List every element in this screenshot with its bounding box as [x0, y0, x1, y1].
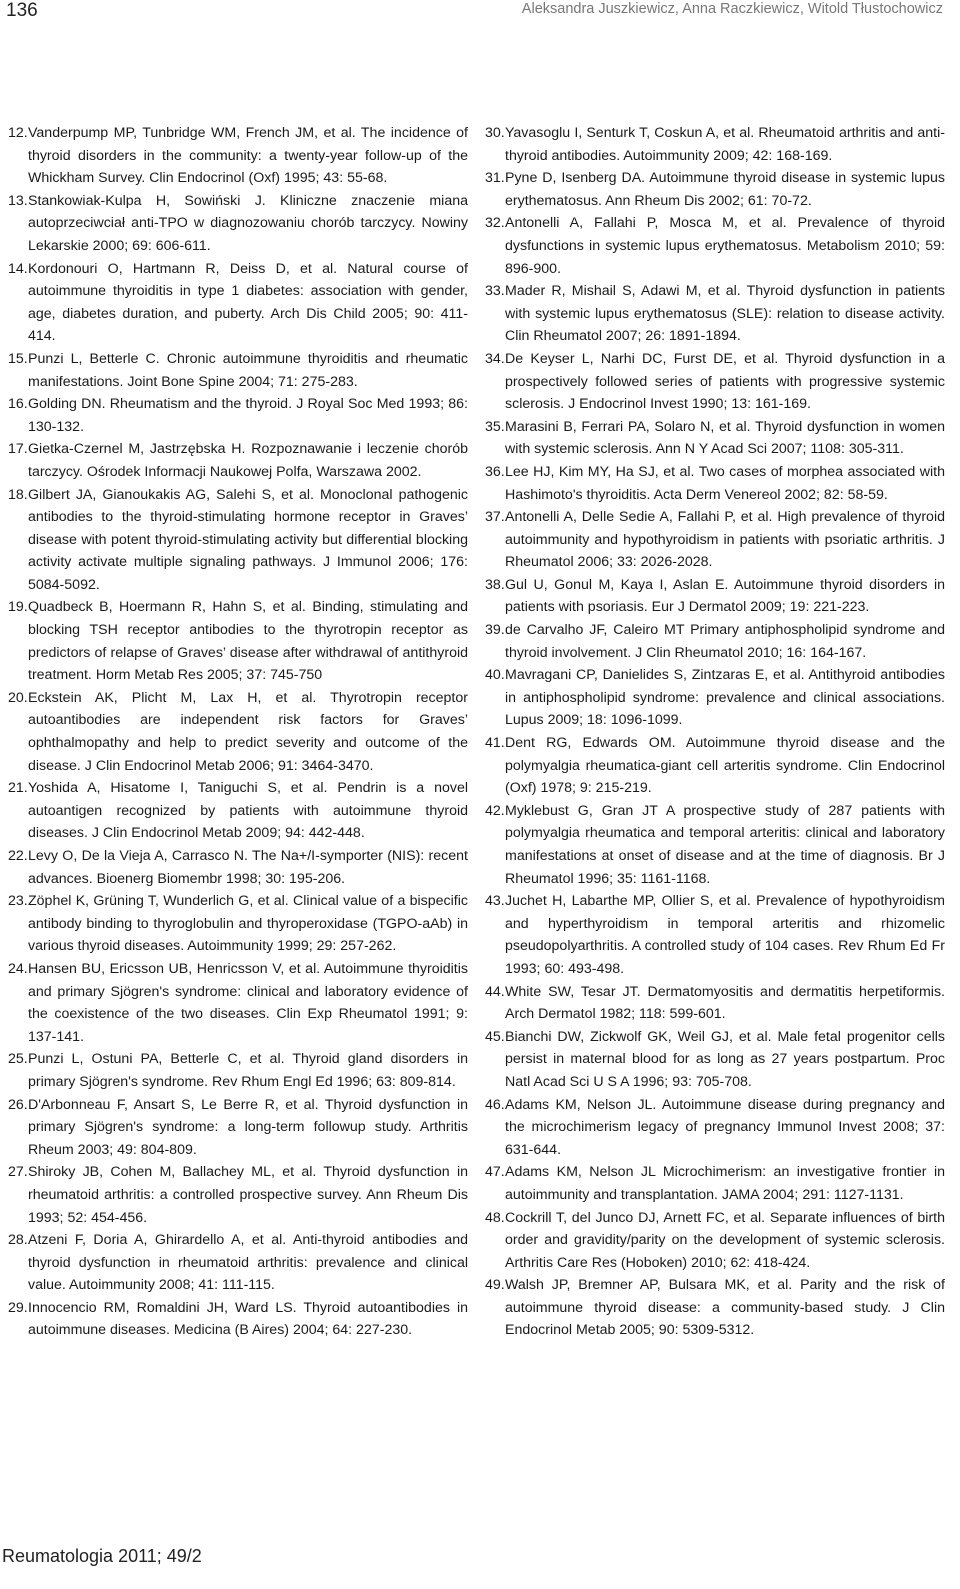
reference-item: [485, 416, 945, 461]
reference-text: Gilbert JA, Gianoukakis AG, Salehi S, et al. Monoclonal pathogenic antibodies to the thyroid-stimulating hormone receptor in Graves’ disease with potent thyroid-stimulating activity but differential blocking activity activate multiple signaling pathways. J Immunol 2006; 176: 5084-5092.: [28, 486, 468, 593]
reference-text: Gietka-Czernel M, Jastrzębska H. Rozpoznawanie i leczenie chorób tarczycy. Ośrodek Informacji Naukowej Polfa, Warszawa 2002.: [28, 441, 468, 480]
reference-text: Juchet H, Labarthe MP, Ollier S, et al. Prevalence of hypothyroidism and hyperthyroidism in temporal arteritis and rhizomelic pseudopolyarthritis. A controlled study of 104 cases. Rev Rhum Ed Fr 1993; 60: 493-498.: [505, 893, 945, 977]
reference-text: Antonelli A, Fallahi P, Mosca M, et al. Prevalence of thyroid dysfunctions in systemic lupus erythematosus. Metabolism 2010; 59: 896-900.: [505, 215, 945, 277]
reference-number: 18.: [8, 486, 28, 503]
reference-number: 43.: [485, 893, 505, 910]
reference-text: Lee HJ, Kim MY, Ha SJ, et al. Two cases of morphea associated with Hashimoto's thyroiditis. Acta Derm Venereol 2002; 82: 58-59.: [505, 463, 945, 503]
reference-text: Shiroky JB, Cohen M, Ballachey ML, et al. Thyroid dysfunction in rheumatoid arthritis: a controlled prospective survey. Ann Rheum Dis 1993; 52: 454-456.: [28, 1164, 468, 1226]
reference-text: Punzi L, Betterle C. Chronic autoimmune thyroiditis and rheumatic manifestations. Joint Bone Spine 2004; 71: 275-283.: [28, 350, 468, 390]
reference-item: [8, 890, 468, 958]
reference-text: Kordonouri O, Hartmann R, Deiss D, et al. Natural course of autoimmune thyroiditis in type 1 diabetes: association with gender, age, diabetes duration, and puberty. Arch Dis Child 2005; 90: 411-414.: [28, 260, 468, 345]
references-column-left: [8, 122, 468, 1342]
reference-number: 48.: [485, 1209, 505, 1226]
reference-item: [485, 574, 945, 619]
reference-number: 19.: [8, 599, 28, 616]
reference-item: [485, 800, 945, 890]
reference-number: 13.: [8, 192, 28, 209]
reference-item: [8, 190, 468, 258]
reference-text: D'Arbonneau F, Ansart S, Le Berre R, et al. Thyroid dysfunction in primary Sjögren's syndrome: a long-term followup study. Arthritis Rheum 2003; 49: 804-809.: [28, 1096, 468, 1158]
reference-number: 26.: [8, 1096, 28, 1113]
reference-item: [8, 1094, 468, 1162]
reference-number: 49.: [485, 1277, 505, 1294]
reference-item: [485, 280, 945, 348]
reference-number: 15.: [8, 350, 28, 367]
reference-item: [8, 1048, 468, 1093]
reference-number: 30.: [485, 125, 505, 141]
reference-text: Quadbeck B, Hoermann R, Hahn S, et al. Binding, stimulating and blocking TSH receptor antibodies to the thyrotropin receptor as predictors of relapse of Graves’ disease after withdrawal of antithyroid treatment. Horm Metab Res 2005; 37: 745-750: [28, 599, 468, 684]
reference-number: 14.: [8, 260, 28, 277]
reference-number: 29.: [8, 1299, 28, 1316]
reference-text: Dent RG, Edwards OM. Autoimmune thyroid disease and the polymyalgia rheumatica-giant cell arteritis syndrome. Clin Endocrinol (Oxf) 1978; 9: 215-219.: [505, 735, 945, 797]
reference-item: [8, 348, 468, 393]
reference-text: Hansen BU, Ericsson UB, Henricsson V, et al. Autoimmune thyroiditis and primary Sjögren's syndrome: clinical and laboratory evidence of the coexistence of the two diseases. Clin Exp Rheumatol 1991; 9: 137-141.: [28, 960, 468, 1045]
reference-text: De Keyser L, Narhi DC, Furst DE, et al. Thyroid dysfunction in a prospectively followed series of patients with progressive systemic sclerosis. J Endocrinol Invest 1990; 13: 161-169.: [505, 350, 945, 413]
reference-item: [485, 1274, 945, 1342]
reference-item: [8, 845, 468, 890]
reference-text: Pyne D, Isenberg DA. Autoimmune thyroid disease in systemic lupus erythematosus. Ann Rheum Dis 2002; 61: 70-72.: [505, 170, 945, 209]
reference-number: 45.: [485, 1028, 505, 1045]
reference-item: [485, 981, 945, 1026]
reference-item: [8, 958, 468, 1048]
references-column-right: [485, 122, 945, 1342]
page-header: [0, 0, 960, 36]
reference-text: Innocencio RM, Romaldini JH, Ward LS. Thyroid autoantibodies in autoimmune diseases. Medicina (B Aires) 2004; 64: 227-230.: [28, 1299, 468, 1339]
reference-text: Stankowiak-Kulpa H, Sowiński J. Kliniczne znaczenie miana autoprzeciwciał anti-TPO w diagnozowaniu chorób tarczycy. Nowiny Lekarskie 2000; 69: 606-611.: [28, 192, 468, 254]
reference-text: Myklebust G, Gran JT A prospective study of 287 patients with polymyalgia rheumatica and temporal arteritis: clinical and laboratory manifestations at onset of disease and at the time of diagnosis. Br J Rheumatol 1996; 35: 1161-1168.: [505, 802, 945, 887]
reference-item: [8, 596, 468, 686]
reference-item: [485, 1026, 945, 1094]
reference-item: [485, 890, 945, 980]
reference-text: White SW, Tesar JT. Dermatomyositis and dermatitis herpetiformis. Arch Dermatol 1982; 118: 599-601.: [505, 983, 945, 1023]
reference-number: 12.: [8, 125, 28, 141]
reference-item: [485, 506, 945, 574]
reference-number: 25.: [8, 1051, 28, 1068]
reference-item: [8, 687, 468, 777]
reference-number: 37.: [485, 509, 505, 526]
reference-number: 36.: [485, 463, 505, 480]
reference-number: 22.: [8, 848, 28, 864]
reference-number: 31.: [485, 170, 505, 187]
reference-number: 35.: [485, 418, 505, 435]
reference-number: 44.: [485, 983, 505, 1000]
reference-number: 47.: [485, 1164, 505, 1181]
reference-text: Walsh JP, Bremner AP, Bulsara MK, et al. Parity and the risk of autoimmune thyroid disease: a community-based study. J Clin Endocrinol Metab 2005; 90: 5309-5312.: [505, 1277, 945, 1339]
journal-footer: Reumatologia 2011; 49/2: [2, 1546, 202, 1566]
reference-number: 20.: [8, 689, 28, 706]
reference-number: 32.: [485, 215, 505, 232]
reference-item: [8, 1229, 468, 1297]
running-head-authors: Aleksandra Juszkiewicz, Anna Raczkiewicz, Witold Tłustochowicz: [521, 1, 943, 17]
reference-number: 27.: [8, 1164, 28, 1181]
reference-item: [485, 122, 945, 167]
reference-item: [8, 1297, 468, 1342]
reference-item: [8, 122, 468, 190]
reference-text: Cockrill T, del Junco DJ, Arnett FC, et al. Separate influences of birth order and gravidity/parity on the development of systemic sclerosis. Arthritis Care Res (Hoboken) 2010; 62: 418-424.: [505, 1209, 945, 1271]
reference-text: Vanderpump MP, Tunbridge WM, French JM, et al. The incidence of thyroid disorders in the community: a twenty-year follow-up of the Whickham Survey. Clin Endocrinol (Oxf) 1995; 43: 55-68.: [28, 125, 468, 187]
reference-number: 21.: [8, 780, 28, 797]
reference-text: Marasini B, Ferrari PA, Solaro N, et al. Thyroid dysfunction in women with systemic sclerosis. Ann N Y Acad Sci 2007; 1108: 305-311.: [505, 418, 945, 458]
reference-number: 46.: [485, 1096, 505, 1113]
reference-item: [8, 1161, 468, 1229]
page-number: 136: [6, 0, 38, 21]
reference-text: Levy O, De la Vieja A, Carrasco N. The Na+/I-symporter (NIS): recent advances. Bioenerg Biomembr 1998; 30: 195-206.: [28, 848, 468, 887]
reference-number: 34.: [485, 350, 505, 367]
reference-item: [485, 348, 945, 416]
reference-item: [485, 619, 945, 664]
reference-item: [485, 732, 945, 800]
reference-text: Eckstein AK, Plicht M, Lax H, et al. Thyrotropin receptor autoantibodies are independent risk factors for Graves’ ophthalmopathy and help to predict severity and outcome of the disease. J Clin Endocrinol Metab 2006; 91: 3464-3470.: [28, 689, 468, 774]
reference-text: Atzeni F, Doria A, Ghirardello A, et al. Anti-thyroid antibodies and thyroid dysfunction in rheumatoid arthritis: prevalence and clinical value. Autoimmunity 2008; 41: 111-115.: [28, 1232, 468, 1294]
reference-number: 42.: [485, 802, 505, 819]
reference-text: Punzi L, Ostuni PA, Betterle C, et al. Thyroid gland disorders in primary Sjögren's syndrome. Rev Rhum Engl Ed 1996; 63: 809-814.: [28, 1051, 468, 1090]
reference-text: Yavasoglu I, Senturk T, Coskun A, et al. Rheumatoid arthritis and anti-thyroid antibodies. Autoimmunity 2009; 42: 168-169.: [505, 125, 945, 164]
reference-item: [8, 258, 468, 348]
reference-item: [485, 212, 945, 280]
reference-number: 33.: [485, 283, 505, 300]
reference-text: Mader R, Mishail S, Adawi M, et al. Thyroid dysfunction in patients with systemic lupus erythematosus (SLE): relation to disease activity. Clin Rheumatol 2007; 26: 1891-1894.: [505, 283, 945, 345]
reference-item: [8, 777, 468, 845]
reference-number: 16.: [8, 396, 28, 413]
reference-item: [485, 461, 945, 506]
reference-number: 17.: [8, 441, 28, 458]
reference-number: 24.: [8, 960, 28, 977]
reference-item: [485, 1161, 945, 1206]
reference-text: Yoshida A, Hisatome I, Taniguchi S, et al. Pendrin is a novel autoantigen recognized by patients with autoimmune thyroid diseases. J Clin Endocrinol Metab 2009; 94: 442-448.: [28, 780, 468, 842]
reference-number: 38.: [485, 576, 505, 593]
reference-item: [8, 438, 468, 483]
reference-item: [485, 1207, 945, 1275]
reference-text: Bianchi DW, Zickwolf GK, Weil GJ, et al. Male fetal progenitor cells persist in maternal blood for as long as 27 years postpartum. Proc Natl Acad Sci U S A 1996; 93: 705-708.: [505, 1028, 945, 1090]
reference-text: Mavragani CP, Danielides S, Zintzaras E, et al. Antithyroid antibodies in antiphospholipid syndrome: prevalence and clinical associations. Lupus 2009; 18: 1096-1099.: [505, 667, 945, 729]
reference-item: [8, 484, 468, 597]
reference-item: [485, 167, 945, 212]
reference-item: [485, 1094, 945, 1162]
reference-text: Adams KM, Nelson JL. Autoimmune disease during pregnancy and the microchimerism legacy of pregnancy Immunol Invest 2008; 37: 631-644.: [505, 1096, 945, 1158]
reference-text: Gul U, Gonul M, Kaya I, Aslan E. Autoimmune thyroid disorders in patients with psoriasis. Eur J Dermatol 2009; 19: 221-223.: [505, 576, 945, 616]
reference-number: 39.: [485, 622, 505, 639]
reference-number: 40.: [485, 667, 505, 684]
reference-item: [8, 393, 468, 438]
reference-text: Golding DN. Rheumatism and the thyroid. J Royal Soc Med 1993; 86: 130-132.: [28, 396, 468, 435]
reference-number: 28.: [8, 1232, 28, 1249]
reference-text: Zöphel K, Grüning T, Wunderlich G, et al. Clinical value of a bispecific antibody binding to thyroglobulin and thyroperoxidase (TGPO-aAb) in various thyroid diseases. Autoimmunity 1999; 29: 257-262.: [28, 893, 468, 955]
reference-text: de Carvalho JF, Caleiro MT Primary antiphospholipid syndrome and thyroid involvement. J Clin Rheumatol 2010; 16: 164-167.: [505, 622, 945, 661]
reference-number: 23.: [8, 893, 28, 910]
reference-number: 41.: [485, 735, 505, 752]
reference-text: Adams KM, Nelson JL Microchimerism: an investigative frontier in autoimmunity and transplantation. JAMA 2004; 291: 1127-1131.: [505, 1164, 945, 1203]
reference-item: [485, 664, 945, 732]
reference-text: Antonelli A, Delle Sedie A, Fallahi P, et al. High prevalence of thyroid autoimmunity and hypothyroidism in patients with psoriatic arthritis. J Rheumatol 2006; 33: 2026-2028.: [505, 509, 945, 571]
